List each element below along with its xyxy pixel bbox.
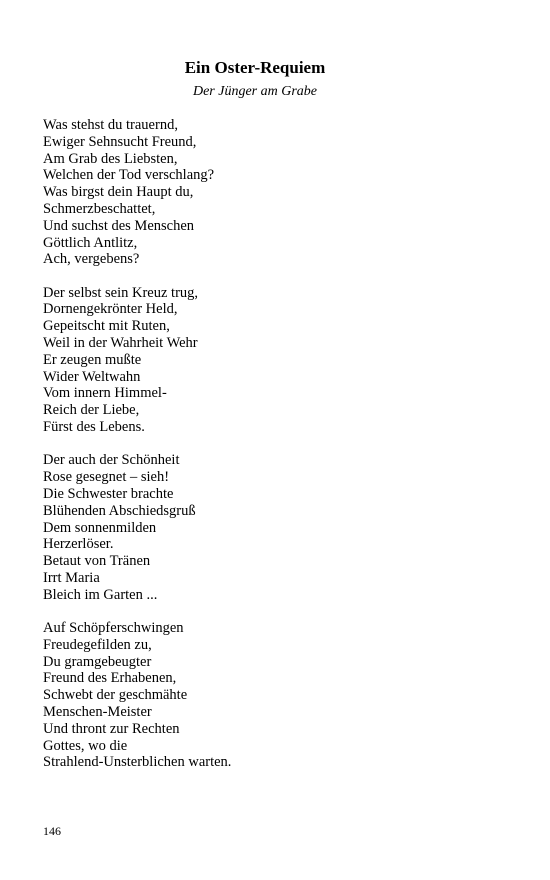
poem-line: Weil in der Wahrheit Wehr [43, 335, 198, 352]
poem-line: Blühenden Abschiedsgruß [43, 502, 196, 519]
poem-line: Am Grab des Liebsten, [43, 150, 178, 167]
poem-line: Wider Weltwahn [43, 368, 141, 385]
poem-line: Irrt Maria [43, 569, 100, 586]
poem-line: Was stehst du trauernd, [43, 117, 178, 133]
poem-line: Auf Schöpferschwingen [43, 620, 184, 637]
stanza-1 [43, 117, 503, 268]
poem-line: Freund des Erhabenen, [43, 670, 177, 687]
poem-line: Ewiger Sehnsucht Freund, [43, 133, 197, 150]
poem-line: Schmerzbeschattet, [43, 200, 156, 217]
poem-line: Freudegefilden zu, [43, 636, 152, 653]
poem-line: Menschen-Meister [43, 704, 152, 720]
poem-line: Göttlich Antlitz, [43, 234, 138, 251]
stanza-2 [43, 285, 503, 436]
poem-line: Die Schwester brachte [43, 485, 174, 502]
poem-line: Gottes, wo die [43, 737, 128, 754]
poem-line: Der auch der Schönheit [43, 452, 180, 469]
poem-line: Herzerlöser. [43, 536, 114, 553]
poem-line: Und suchst des Menschen [43, 217, 195, 234]
poem-line: Rose gesegnet – sieh! [43, 469, 170, 486]
page-number: 146 [43, 824, 61, 838]
poem-line: Und thront zur Rechten [43, 720, 180, 737]
poem-line: Fürst des Lebens. [43, 419, 145, 436]
poem-line: Was birgst dein Haupt du, [43, 184, 194, 201]
poem-title: Ein Oster-Requiem [184, 58, 326, 77]
poem-line: Gepeitscht mit Ruten, [43, 318, 170, 335]
poem-line: Dornengekrönter Held, [43, 301, 178, 318]
poem-line: Reich der Liebe, [43, 402, 140, 419]
poem-line: Betaut von Tränen [43, 553, 151, 570]
poem-line: Vom innern Himmel- [43, 385, 167, 402]
poem-line: Dem sonnenmilden [43, 519, 157, 536]
poem-line: Du gramgebeugter [43, 653, 152, 670]
poem-body [43, 117, 503, 788]
poem-line: Strahlend-Unsterblichen warten. [43, 754, 232, 771]
poem-line: Ach, vergebens? [43, 251, 140, 268]
poem-line: Der selbst sein Kreuz trug, [43, 284, 199, 301]
poem-line: Welchen der Tod verschlang? [43, 167, 215, 184]
poem-line: Bleich im Garten ... [43, 586, 158, 603]
stanza-4 [43, 620, 503, 771]
poem-line: Er zeugen mußte [43, 351, 142, 368]
poem-line: Schwebt der geschmähte [43, 687, 188, 704]
stanza-3 [43, 452, 503, 603]
poem-subtitle: Der Jünger am Grabe [192, 84, 318, 99]
